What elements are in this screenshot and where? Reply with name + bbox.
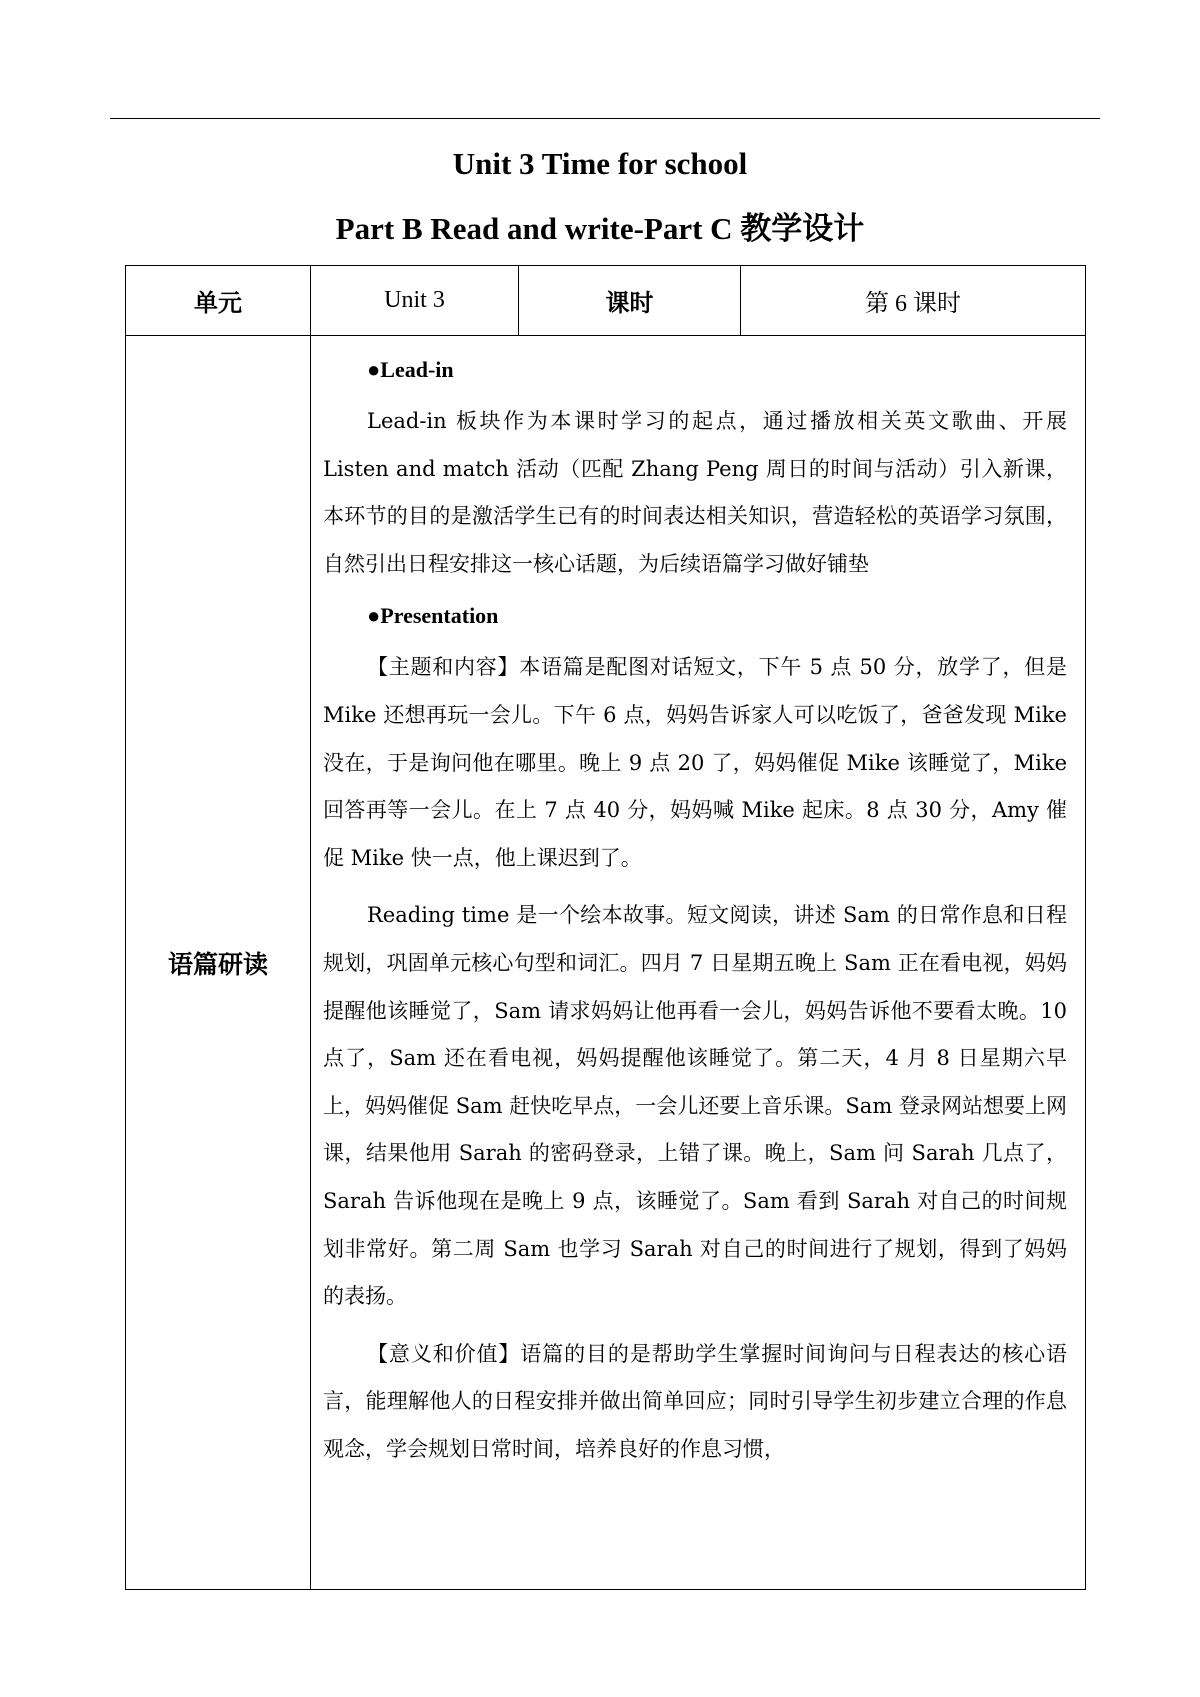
unit-label-cell: 单元 <box>126 266 311 336</box>
header-rule <box>110 118 1100 119</box>
section-paragraph: 【意义和价值】语篇的目的是帮助学生掌握时间询问与日程表达的核心语言，能理解他人的日程安排并做出简单回应；同时引导学生初步建立合理的作息观念，学会规划日常时间，培养良好的作息习惯， <box>323 1341 1067 1461</box>
lesson-label-cell: 课时 <box>519 266 741 336</box>
section-content <box>311 336 1085 1589</box>
unit-value-cell: Unit 3 <box>311 266 519 336</box>
section-content-cell <box>311 336 1086 1590</box>
document-title: Unit 3 Time for school <box>452 146 748 181</box>
section-paragraph: Reading time 是一个绘本故事。短文阅读，讲述 Sam 的日常作息和日程规划，巩固单元核心句型和词汇。四月 7 日星期五晚上 Sam 正在看电视，妈妈提醒他该睡觉了，Sam 请求妈妈让他再看一会儿，妈妈告诉他不要看太晚。10 点了，Sam 还在看电视，妈妈提醒他该睡觉了。第二天，4 月 8 日星期六早上，妈妈催促 Sam 赶快吃早点，一会儿还要上音乐课。Sam 登录网站想要上网课，结果他用 Sarah 的密码登录，上错了课。晚上，Sam 问 Sarah 几点了，Sarah 告诉他现在是晚上 9 点，该睡觉了。Sam 看到 Sarah 对自己的时间规划非常好。第二周 Sam 也学习 Sarah 对自己的时间进行了规划，得到了妈妈的表扬。 <box>323 903 1067 1309</box>
section-heading: ●Presentation <box>367 603 499 629</box>
lesson-value-cell: 第 6 课时 <box>741 266 1086 336</box>
section-paragraph: Lead-in 板块作为本课时学习的起点，通过播放相关英文歌曲、开展 Listen and match 活动（匹配 Zhang Peng 周日的时间与活动）引入新课，本环节的目的是激活学生已有的时间表达相关知识，营造轻松的英语学习氛围，自然引出日程安排这一核心话题，为后续语篇学习做好铺垫 <box>323 409 1067 576</box>
section-heading: ●Lead-in <box>367 357 454 382</box>
section-label-cell: 语篇研读 <box>126 336 311 1590</box>
table-header-row <box>126 266 1086 336</box>
section-paragraph: 【主题和内容】本语篇是配图对话短文，下午 5 点 50 分，放学了，但是 Mike 还想再玩一会儿。下午 6 点，妈妈告诉家人可以吃饭了，爸爸发现 Mike 没在，于是询问他在哪里。晚上 9 点 20 了，妈妈催促 Mike 该睡觉了，Mike 回答再等一会儿。在上 7 点 40 分，妈妈喊 Mike 起床。8 点 30 分，Amy 催促 Mike 快一点，他上课迟到了。 <box>323 655 1067 870</box>
lesson-plan-table <box>125 265 1086 1590</box>
document-subtitle: Part B Read and write-Part C 教学设计 <box>335 211 865 246</box>
table-content-row <box>126 336 1086 1590</box>
